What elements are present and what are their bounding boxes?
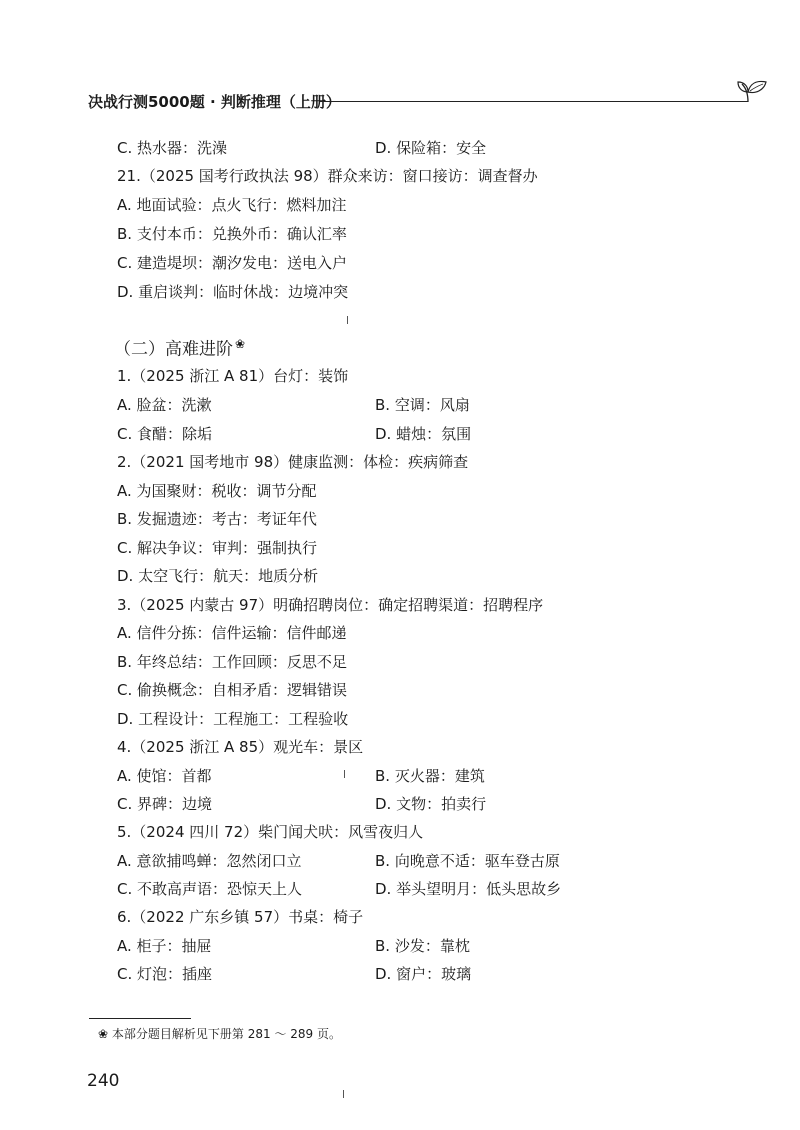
question-6: 6.（2022 广东乡镇 57）书桌：椅子 [117,908,364,926]
scan-mark [344,770,345,778]
option-c: C. 界碑：边境 [117,795,213,813]
footnote-rule [89,1018,191,1019]
option-c: C. 偷换概念：自相矛盾：逻辑错误 [117,681,348,699]
option-b: B. 支付本币：兑换外币：确认汇率 [117,225,347,243]
option-d: D. 保险箱：安全 [375,139,487,157]
footnote [98,1026,341,1042]
option-c: C. 解决争议：审判：强制执行 [117,539,318,557]
option-a: A. 为国聚财：税收：调节分配 [117,482,317,500]
page-number: 240 [87,1071,120,1091]
option-a: A. 地面试验：点火飞行：燃料加注 [117,196,347,214]
footnote-text: 本部分题目解析见下册第 281 ～ 289 页。 [111,1027,341,1041]
option-c: C. 灯泡：插座 [117,965,213,983]
option-b: B. 年终总结：工作回顾：反思不足 [117,653,347,671]
option-c: C. 热水器：洗澡 [117,139,228,157]
option-a: A. 意欲捕鸣蝉：忽然闭口立 [117,852,302,870]
section-title-text: （二）高难进阶 [114,339,233,360]
section-title [114,333,245,361]
sprout-leaf-icon [736,76,770,104]
running-header [88,86,688,116]
question-5: 5.（2024 四川 72）柴门闻犬吠：风雪夜归人 [117,823,424,841]
scan-mark [343,1090,344,1098]
option-d: D. 工程设计：工程施工：工程验收 [117,710,349,728]
option-d: D. 举头望明月：低头思故乡 [375,880,562,898]
option-b: B. 灭火器：建筑 [375,767,485,785]
option-b: B. 沙发：靠枕 [375,937,470,955]
option-a: A. 信件分拣：信件运输：信件邮递 [117,624,347,642]
question-1: 1.（2025 浙江 A 81）台灯：装饰 [117,367,349,385]
flower-mark-icon: ❀ [235,337,246,351]
question-4: 4.（2025 浙江 A 85）观光车：景区 [117,738,364,756]
flower-mark-icon: ❀ [98,1027,109,1041]
option-b: B. 发掘遗迹：考古：考证年代 [117,510,317,528]
option-c: C. 建造堤坝：潮汐发电：送电入户 [117,254,348,272]
option-d: D. 重启谈判：临时休战：边境冲突 [117,283,349,301]
option-a: A. 脸盆：洗漱 [117,396,212,414]
option-c: C. 食醋：除垢 [117,425,213,443]
option-d: D. 窗户：玻璃 [375,965,472,983]
question-3: 3.（2025 内蒙古 97）明确招聘岗位：确定招聘渠道：招聘程序 [117,596,544,614]
option-c: C. 不敢高声语：恐惊天上人 [117,880,303,898]
scan-mark [347,316,348,324]
option-d: D. 太空飞行：航天：地质分析 [117,567,319,585]
book-title: 决战行测5000题 · 判断推理（上册） [88,93,341,111]
option-b: B. 空调：风扇 [375,396,470,414]
option-b: B. 向晚意不适：驱车登古原 [375,852,560,870]
option-d: D. 蜡烛：氛围 [375,425,472,443]
question-2: 2.（2021 国考地市 98）健康监测：体检：疾病筛查 [117,453,469,471]
header-rule [320,101,748,102]
option-d: D. 文物：拍卖行 [375,795,487,813]
option-a: A. 柜子：抽屉 [117,937,212,955]
option-a: A. 使馆：首都 [117,767,212,785]
question-21: 21.（2025 国考行政执法 98）群众来访：窗口接访：调查督办 [117,167,538,185]
